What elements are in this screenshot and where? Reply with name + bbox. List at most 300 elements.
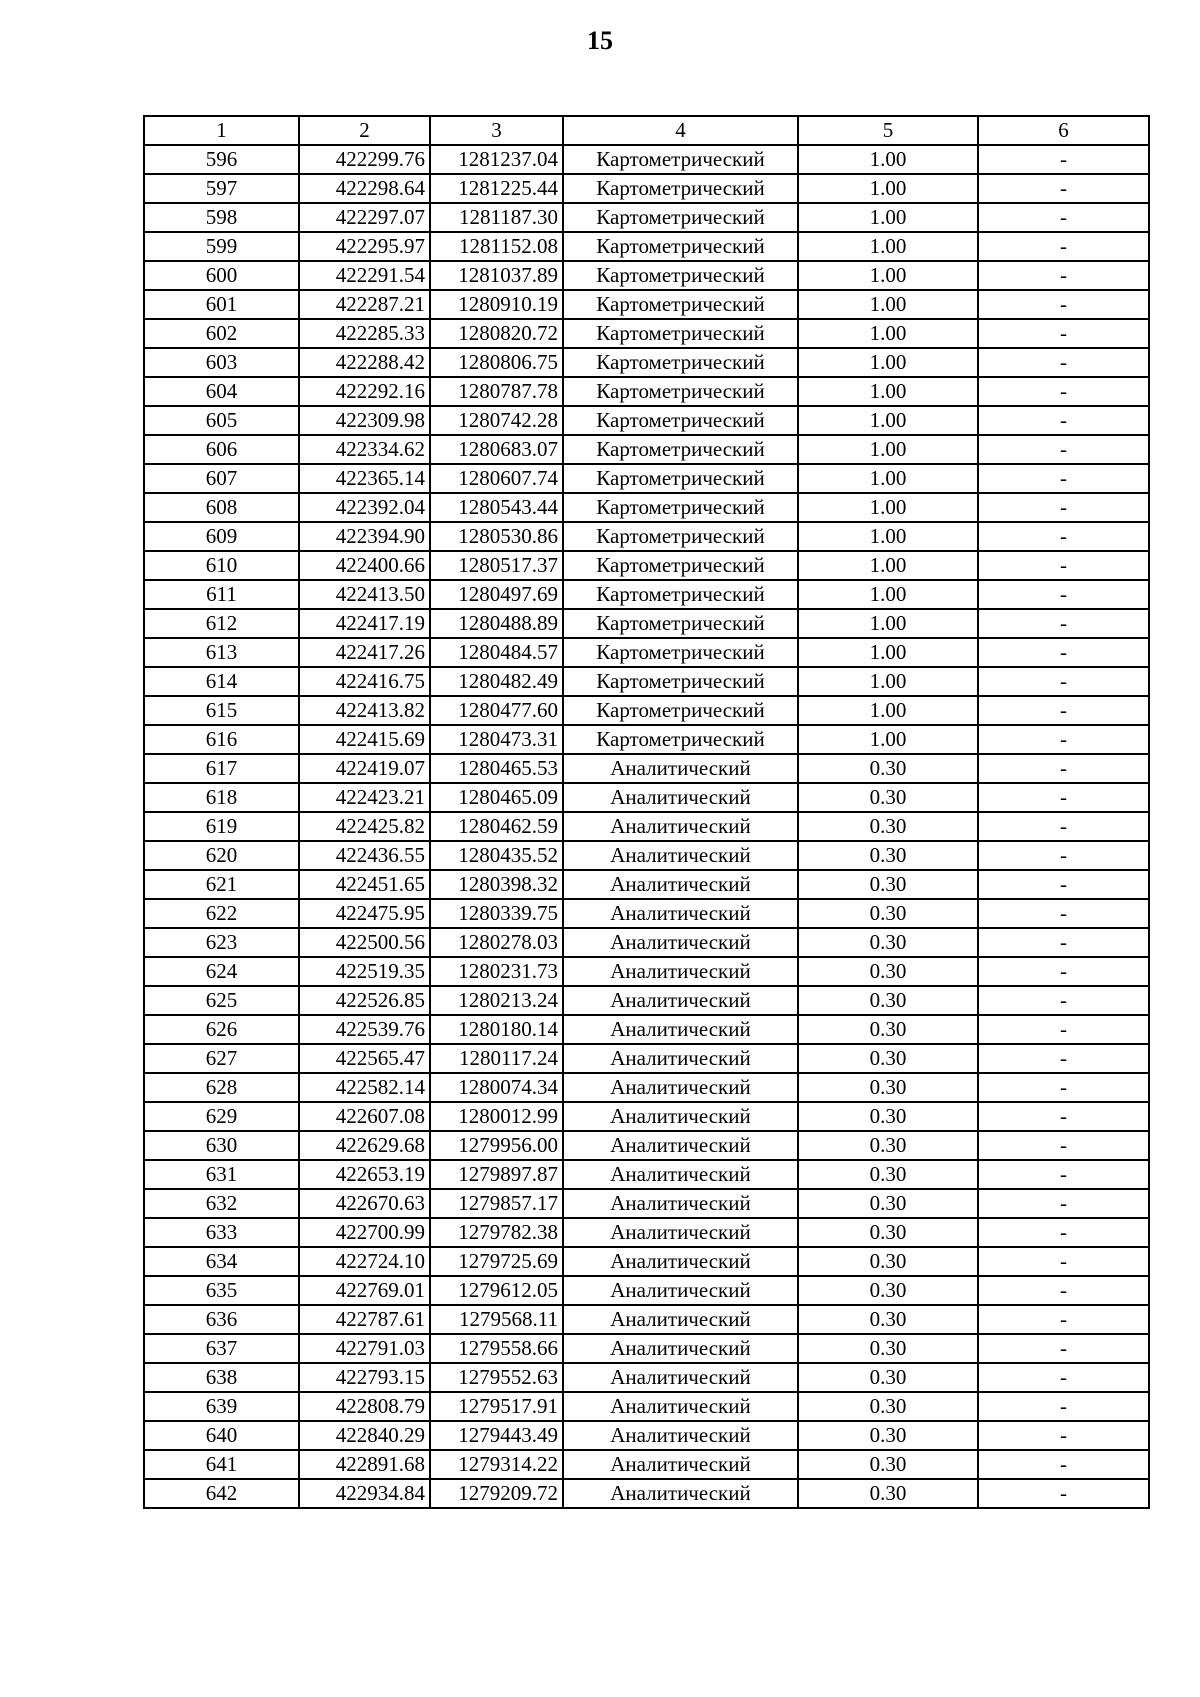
accuracy-cell: 1.00 [798,493,978,522]
point-number-cell: 637 [144,1334,299,1363]
y-coordinate-cell: 1280607.74 [430,464,563,493]
y-coordinate-cell: 1279314.22 [430,1450,563,1479]
note-cell: - [978,1015,1149,1044]
method-cell: Картометрический [563,406,798,435]
table-row [144,580,1149,609]
point-number-cell: 642 [144,1479,299,1508]
method-cell: Аналитический [563,754,798,783]
note-cell: - [978,870,1149,899]
x-coordinate-cell: 422787.61 [299,1305,430,1334]
accuracy-cell: 1.00 [798,667,978,696]
y-coordinate-cell: 1279725.69 [430,1247,563,1276]
y-coordinate-cell: 1279568.11 [430,1305,563,1334]
y-coordinate-cell: 1280462.59 [430,812,563,841]
table-row [144,493,1149,522]
x-coordinate-cell: 422365.14 [299,464,430,493]
point-number-cell: 638 [144,1363,299,1392]
point-number-cell: 639 [144,1392,299,1421]
method-cell: Картометрический [563,290,798,319]
note-cell: - [978,1160,1149,1189]
y-coordinate-cell: 1280484.57 [430,638,563,667]
y-coordinate-cell: 1280482.49 [430,667,563,696]
column-header-5: 5 [798,116,978,145]
x-coordinate-cell: 422394.90 [299,522,430,551]
point-number-cell: 640 [144,1421,299,1450]
method-cell: Аналитический [563,1276,798,1305]
x-coordinate-cell: 422295.97 [299,232,430,261]
note-cell: - [978,435,1149,464]
accuracy-cell: 0.30 [798,899,978,928]
method-cell: Картометрический [563,609,798,638]
point-number-cell: 633 [144,1218,299,1247]
x-coordinate-cell: 422526.85 [299,986,430,1015]
method-cell: Аналитический [563,1305,798,1334]
x-coordinate-cell: 422288.42 [299,348,430,377]
y-coordinate-cell: 1280806.75 [430,348,563,377]
note-cell: - [978,232,1149,261]
table-row [144,319,1149,348]
table-row [144,754,1149,783]
x-coordinate-cell: 422392.04 [299,493,430,522]
accuracy-cell: 1.00 [798,638,978,667]
table-row [144,1160,1149,1189]
point-number-cell: 607 [144,464,299,493]
x-coordinate-cell: 422629.68 [299,1131,430,1160]
x-coordinate-cell: 422287.21 [299,290,430,319]
x-coordinate-cell: 422769.01 [299,1276,430,1305]
note-cell: - [978,1363,1149,1392]
table-row [144,1218,1149,1247]
point-number-cell: 596 [144,145,299,174]
table-row [144,551,1149,580]
accuracy-cell: 1.00 [798,232,978,261]
accuracy-cell: 0.30 [798,1305,978,1334]
method-cell: Аналитический [563,1334,798,1363]
note-cell: - [978,667,1149,696]
table-row [144,290,1149,319]
table-row [144,899,1149,928]
note-cell: - [978,203,1149,232]
accuracy-cell: 0.30 [798,1044,978,1073]
method-cell: Аналитический [563,1131,798,1160]
accuracy-cell: 1.00 [798,522,978,551]
x-coordinate-cell: 422419.07 [299,754,430,783]
accuracy-cell: 1.00 [798,435,978,464]
method-cell: Аналитический [563,1479,798,1508]
x-coordinate-cell: 422417.19 [299,609,430,638]
y-coordinate-cell: 1280820.72 [430,319,563,348]
table-row [144,957,1149,986]
note-cell: - [978,261,1149,290]
x-coordinate-cell: 422299.76 [299,145,430,174]
method-cell: Картометрический [563,725,798,754]
y-coordinate-cell: 1280180.14 [430,1015,563,1044]
x-coordinate-cell: 422670.63 [299,1189,430,1218]
method-cell: Аналитический [563,1392,798,1421]
point-number-cell: 609 [144,522,299,551]
note-cell: - [978,986,1149,1015]
y-coordinate-cell: 1280543.44 [430,493,563,522]
table-header [144,116,1149,145]
accuracy-cell: 1.00 [798,464,978,493]
note-cell: - [978,841,1149,870]
x-coordinate-cell: 422653.19 [299,1160,430,1189]
x-coordinate-cell: 422475.95 [299,899,430,928]
note-cell: - [978,1392,1149,1421]
accuracy-cell: 0.30 [798,812,978,841]
x-coordinate-cell: 422285.33 [299,319,430,348]
accuracy-cell: 0.30 [798,783,978,812]
note-cell: - [978,812,1149,841]
method-cell: Аналитический [563,783,798,812]
point-number-cell: 621 [144,870,299,899]
table-row [144,638,1149,667]
column-header-6: 6 [978,116,1149,145]
table-row [144,1450,1149,1479]
y-coordinate-cell: 1279857.17 [430,1189,563,1218]
table-row [144,1015,1149,1044]
point-number-cell: 606 [144,435,299,464]
accuracy-cell: 0.30 [798,1276,978,1305]
x-coordinate-cell: 422309.98 [299,406,430,435]
point-number-cell: 604 [144,377,299,406]
accuracy-cell: 1.00 [798,377,978,406]
method-cell: Аналитический [563,957,798,986]
x-coordinate-cell: 422416.75 [299,667,430,696]
note-cell: - [978,1479,1149,1508]
y-coordinate-cell: 1279552.63 [430,1363,563,1392]
table-row [144,1363,1149,1392]
method-cell: Картометрический [563,377,798,406]
y-coordinate-cell: 1280497.69 [430,580,563,609]
table-row [144,232,1149,261]
table-row [144,725,1149,754]
x-coordinate-cell: 422417.26 [299,638,430,667]
y-coordinate-cell: 1281187.30 [430,203,563,232]
y-coordinate-cell: 1280074.34 [430,1073,563,1102]
accuracy-cell: 0.30 [798,1247,978,1276]
table-row [144,1131,1149,1160]
y-coordinate-cell: 1280465.09 [430,783,563,812]
note-cell: - [978,377,1149,406]
method-cell: Аналитический [563,1247,798,1276]
accuracy-cell: 0.30 [798,841,978,870]
table-row [144,1189,1149,1218]
accuracy-cell: 1.00 [798,609,978,638]
table-row [144,464,1149,493]
column-header-4: 4 [563,116,798,145]
point-number-cell: 601 [144,290,299,319]
point-number-cell: 614 [144,667,299,696]
method-cell: Аналитический [563,1015,798,1044]
method-cell: Картометрический [563,696,798,725]
method-cell: Аналитический [563,1218,798,1247]
y-coordinate-cell: 1279517.91 [430,1392,563,1421]
table-row [144,1102,1149,1131]
method-cell: Аналитический [563,1160,798,1189]
table-row [144,1305,1149,1334]
accuracy-cell: 0.30 [798,1479,978,1508]
point-number-cell: 630 [144,1131,299,1160]
method-cell: Картометрический [563,551,798,580]
accuracy-cell: 0.30 [798,1160,978,1189]
y-coordinate-cell: 1279956.00 [430,1131,563,1160]
method-cell: Аналитический [563,1044,798,1073]
method-cell: Аналитический [563,1363,798,1392]
note-cell: - [978,609,1149,638]
x-coordinate-cell: 422436.55 [299,841,430,870]
note-cell: - [978,754,1149,783]
point-number-cell: 627 [144,1044,299,1073]
table-row [144,609,1149,638]
coordinates-table [143,115,1150,1509]
note-cell: - [978,1276,1149,1305]
y-coordinate-cell: 1280465.53 [430,754,563,783]
column-header-1: 1 [144,116,299,145]
point-number-cell: 625 [144,986,299,1015]
point-number-cell: 611 [144,580,299,609]
table-row [144,377,1149,406]
table-row [144,1392,1149,1421]
x-coordinate-cell: 422582.14 [299,1073,430,1102]
note-cell: - [978,638,1149,667]
x-coordinate-cell: 422724.10 [299,1247,430,1276]
point-number-cell: 623 [144,928,299,957]
table-row [144,522,1149,551]
method-cell: Картометрический [563,145,798,174]
point-number-cell: 629 [144,1102,299,1131]
note-cell: - [978,1450,1149,1479]
point-number-cell: 613 [144,638,299,667]
y-coordinate-cell: 1279443.49 [430,1421,563,1450]
point-number-cell: 612 [144,609,299,638]
accuracy-cell: 0.30 [798,1421,978,1450]
x-coordinate-cell: 422565.47 [299,1044,430,1073]
point-number-cell: 632 [144,1189,299,1218]
point-number-cell: 616 [144,725,299,754]
x-coordinate-cell: 422891.68 [299,1450,430,1479]
x-coordinate-cell: 422700.99 [299,1218,430,1247]
table-row [144,1073,1149,1102]
method-cell: Картометрический [563,638,798,667]
point-number-cell: 618 [144,783,299,812]
page-number: 15 [587,26,613,55]
y-coordinate-cell: 1280910.19 [430,290,563,319]
note-cell: - [978,1189,1149,1218]
accuracy-cell: 1.00 [798,406,978,435]
column-header-3: 3 [430,116,563,145]
x-coordinate-cell: 422423.21 [299,783,430,812]
accuracy-cell: 1.00 [798,174,978,203]
accuracy-cell: 0.30 [798,1189,978,1218]
point-number-cell: 615 [144,696,299,725]
accuracy-cell: 1.00 [798,696,978,725]
table-row [144,986,1149,1015]
x-coordinate-cell: 422400.66 [299,551,430,580]
y-coordinate-cell: 1280473.31 [430,725,563,754]
y-coordinate-cell: 1280530.86 [430,522,563,551]
point-number-cell: 617 [144,754,299,783]
y-coordinate-cell: 1279897.87 [430,1160,563,1189]
table-row [144,870,1149,899]
point-number-cell: 620 [144,841,299,870]
y-coordinate-cell: 1280488.89 [430,609,563,638]
method-cell: Аналитический [563,870,798,899]
x-coordinate-cell: 422451.65 [299,870,430,899]
accuracy-cell: 0.30 [798,1102,978,1131]
note-cell: - [978,1044,1149,1073]
method-cell: Картометрический [563,493,798,522]
point-number-cell: 626 [144,1015,299,1044]
point-number-cell: 597 [144,174,299,203]
y-coordinate-cell: 1280398.32 [430,870,563,899]
note-cell: - [978,1305,1149,1334]
method-cell: Картометрический [563,203,798,232]
method-cell: Аналитический [563,928,798,957]
table-row [144,783,1149,812]
y-coordinate-cell: 1280339.75 [430,899,563,928]
point-number-cell: 628 [144,1073,299,1102]
point-number-cell: 634 [144,1247,299,1276]
accuracy-cell: 0.30 [798,754,978,783]
method-cell: Аналитический [563,1102,798,1131]
note-cell: - [978,522,1149,551]
note-cell: - [978,1218,1149,1247]
y-coordinate-cell: 1281237.04 [430,145,563,174]
accuracy-cell: 1.00 [798,203,978,232]
point-number-cell: 641 [144,1450,299,1479]
method-cell: Аналитический [563,1450,798,1479]
accuracy-cell: 1.00 [798,348,978,377]
method-cell: Картометрический [563,522,798,551]
method-cell: Картометрический [563,174,798,203]
table-row [144,348,1149,377]
y-coordinate-cell: 1281225.44 [430,174,563,203]
point-number-cell: 602 [144,319,299,348]
x-coordinate-cell: 422415.69 [299,725,430,754]
table-row [144,145,1149,174]
method-cell: Аналитический [563,1073,798,1102]
y-coordinate-cell: 1281037.89 [430,261,563,290]
table-row [144,1421,1149,1450]
x-coordinate-cell: 422519.35 [299,957,430,986]
table-row [144,667,1149,696]
note-cell: - [978,1247,1149,1276]
method-cell: Картометрический [563,232,798,261]
point-number-cell: 635 [144,1276,299,1305]
x-coordinate-cell: 422413.82 [299,696,430,725]
accuracy-cell: 0.30 [798,957,978,986]
y-coordinate-cell: 1281152.08 [430,232,563,261]
method-cell: Картометрический [563,580,798,609]
x-coordinate-cell: 422840.29 [299,1421,430,1450]
y-coordinate-cell: 1280683.07 [430,435,563,464]
accuracy-cell: 0.30 [798,986,978,1015]
table-row [144,1276,1149,1305]
y-coordinate-cell: 1280435.52 [430,841,563,870]
method-cell: Аналитический [563,1189,798,1218]
table-row [144,1479,1149,1508]
accuracy-cell: 1.00 [798,261,978,290]
note-cell: - [978,725,1149,754]
y-coordinate-cell: 1279782.38 [430,1218,563,1247]
table-row [144,174,1149,203]
accuracy-cell: 0.30 [798,1363,978,1392]
table-row [144,696,1149,725]
accuracy-cell: 1.00 [798,580,978,609]
note-cell: - [978,1334,1149,1363]
method-cell: Картометрический [563,667,798,696]
method-cell: Аналитический [563,1421,798,1450]
table-row [144,812,1149,841]
point-number-cell: 610 [144,551,299,580]
method-cell: Картометрический [563,348,798,377]
y-coordinate-cell: 1280787.78 [430,377,563,406]
point-number-cell: 603 [144,348,299,377]
x-coordinate-cell: 422808.79 [299,1392,430,1421]
accuracy-cell: 1.00 [798,725,978,754]
y-coordinate-cell: 1279612.05 [430,1276,563,1305]
note-cell: - [978,174,1149,203]
x-coordinate-cell: 422539.76 [299,1015,430,1044]
y-coordinate-cell: 1280477.60 [430,696,563,725]
x-coordinate-cell: 422934.84 [299,1479,430,1508]
accuracy-cell: 1.00 [798,290,978,319]
method-cell: Аналитический [563,841,798,870]
table-row [144,406,1149,435]
note-cell: - [978,1421,1149,1450]
table-row [144,435,1149,464]
note-cell: - [978,551,1149,580]
x-coordinate-cell: 422607.08 [299,1102,430,1131]
table-row [144,928,1149,957]
point-number-cell: 624 [144,957,299,986]
point-number-cell: 599 [144,232,299,261]
y-coordinate-cell: 1279209.72 [430,1479,563,1508]
point-number-cell: 605 [144,406,299,435]
table-body [144,145,1149,1508]
x-coordinate-cell: 422334.62 [299,435,430,464]
method-cell: Картометрический [563,464,798,493]
note-cell: - [978,696,1149,725]
accuracy-cell: 0.30 [798,1334,978,1363]
note-cell: - [978,1102,1149,1131]
note-cell: - [978,1073,1149,1102]
method-cell: Картометрический [563,435,798,464]
y-coordinate-cell: 1280231.73 [430,957,563,986]
point-number-cell: 619 [144,812,299,841]
x-coordinate-cell: 422793.15 [299,1363,430,1392]
note-cell: - [978,406,1149,435]
y-coordinate-cell: 1280012.99 [430,1102,563,1131]
point-number-cell: 608 [144,493,299,522]
method-cell: Картометрический [563,261,798,290]
accuracy-cell: 0.30 [798,928,978,957]
accuracy-cell: 0.30 [798,1015,978,1044]
accuracy-cell: 1.00 [798,551,978,580]
accuracy-cell: 0.30 [798,1073,978,1102]
x-coordinate-cell: 422292.16 [299,377,430,406]
x-coordinate-cell: 422500.56 [299,928,430,957]
point-number-cell: 631 [144,1160,299,1189]
accuracy-cell: 0.30 [798,870,978,899]
table-row [144,1247,1149,1276]
accuracy-cell: 0.30 [798,1450,978,1479]
x-coordinate-cell: 422425.82 [299,812,430,841]
note-cell: - [978,319,1149,348]
table-row [144,1334,1149,1363]
accuracy-cell: 0.30 [798,1218,978,1247]
